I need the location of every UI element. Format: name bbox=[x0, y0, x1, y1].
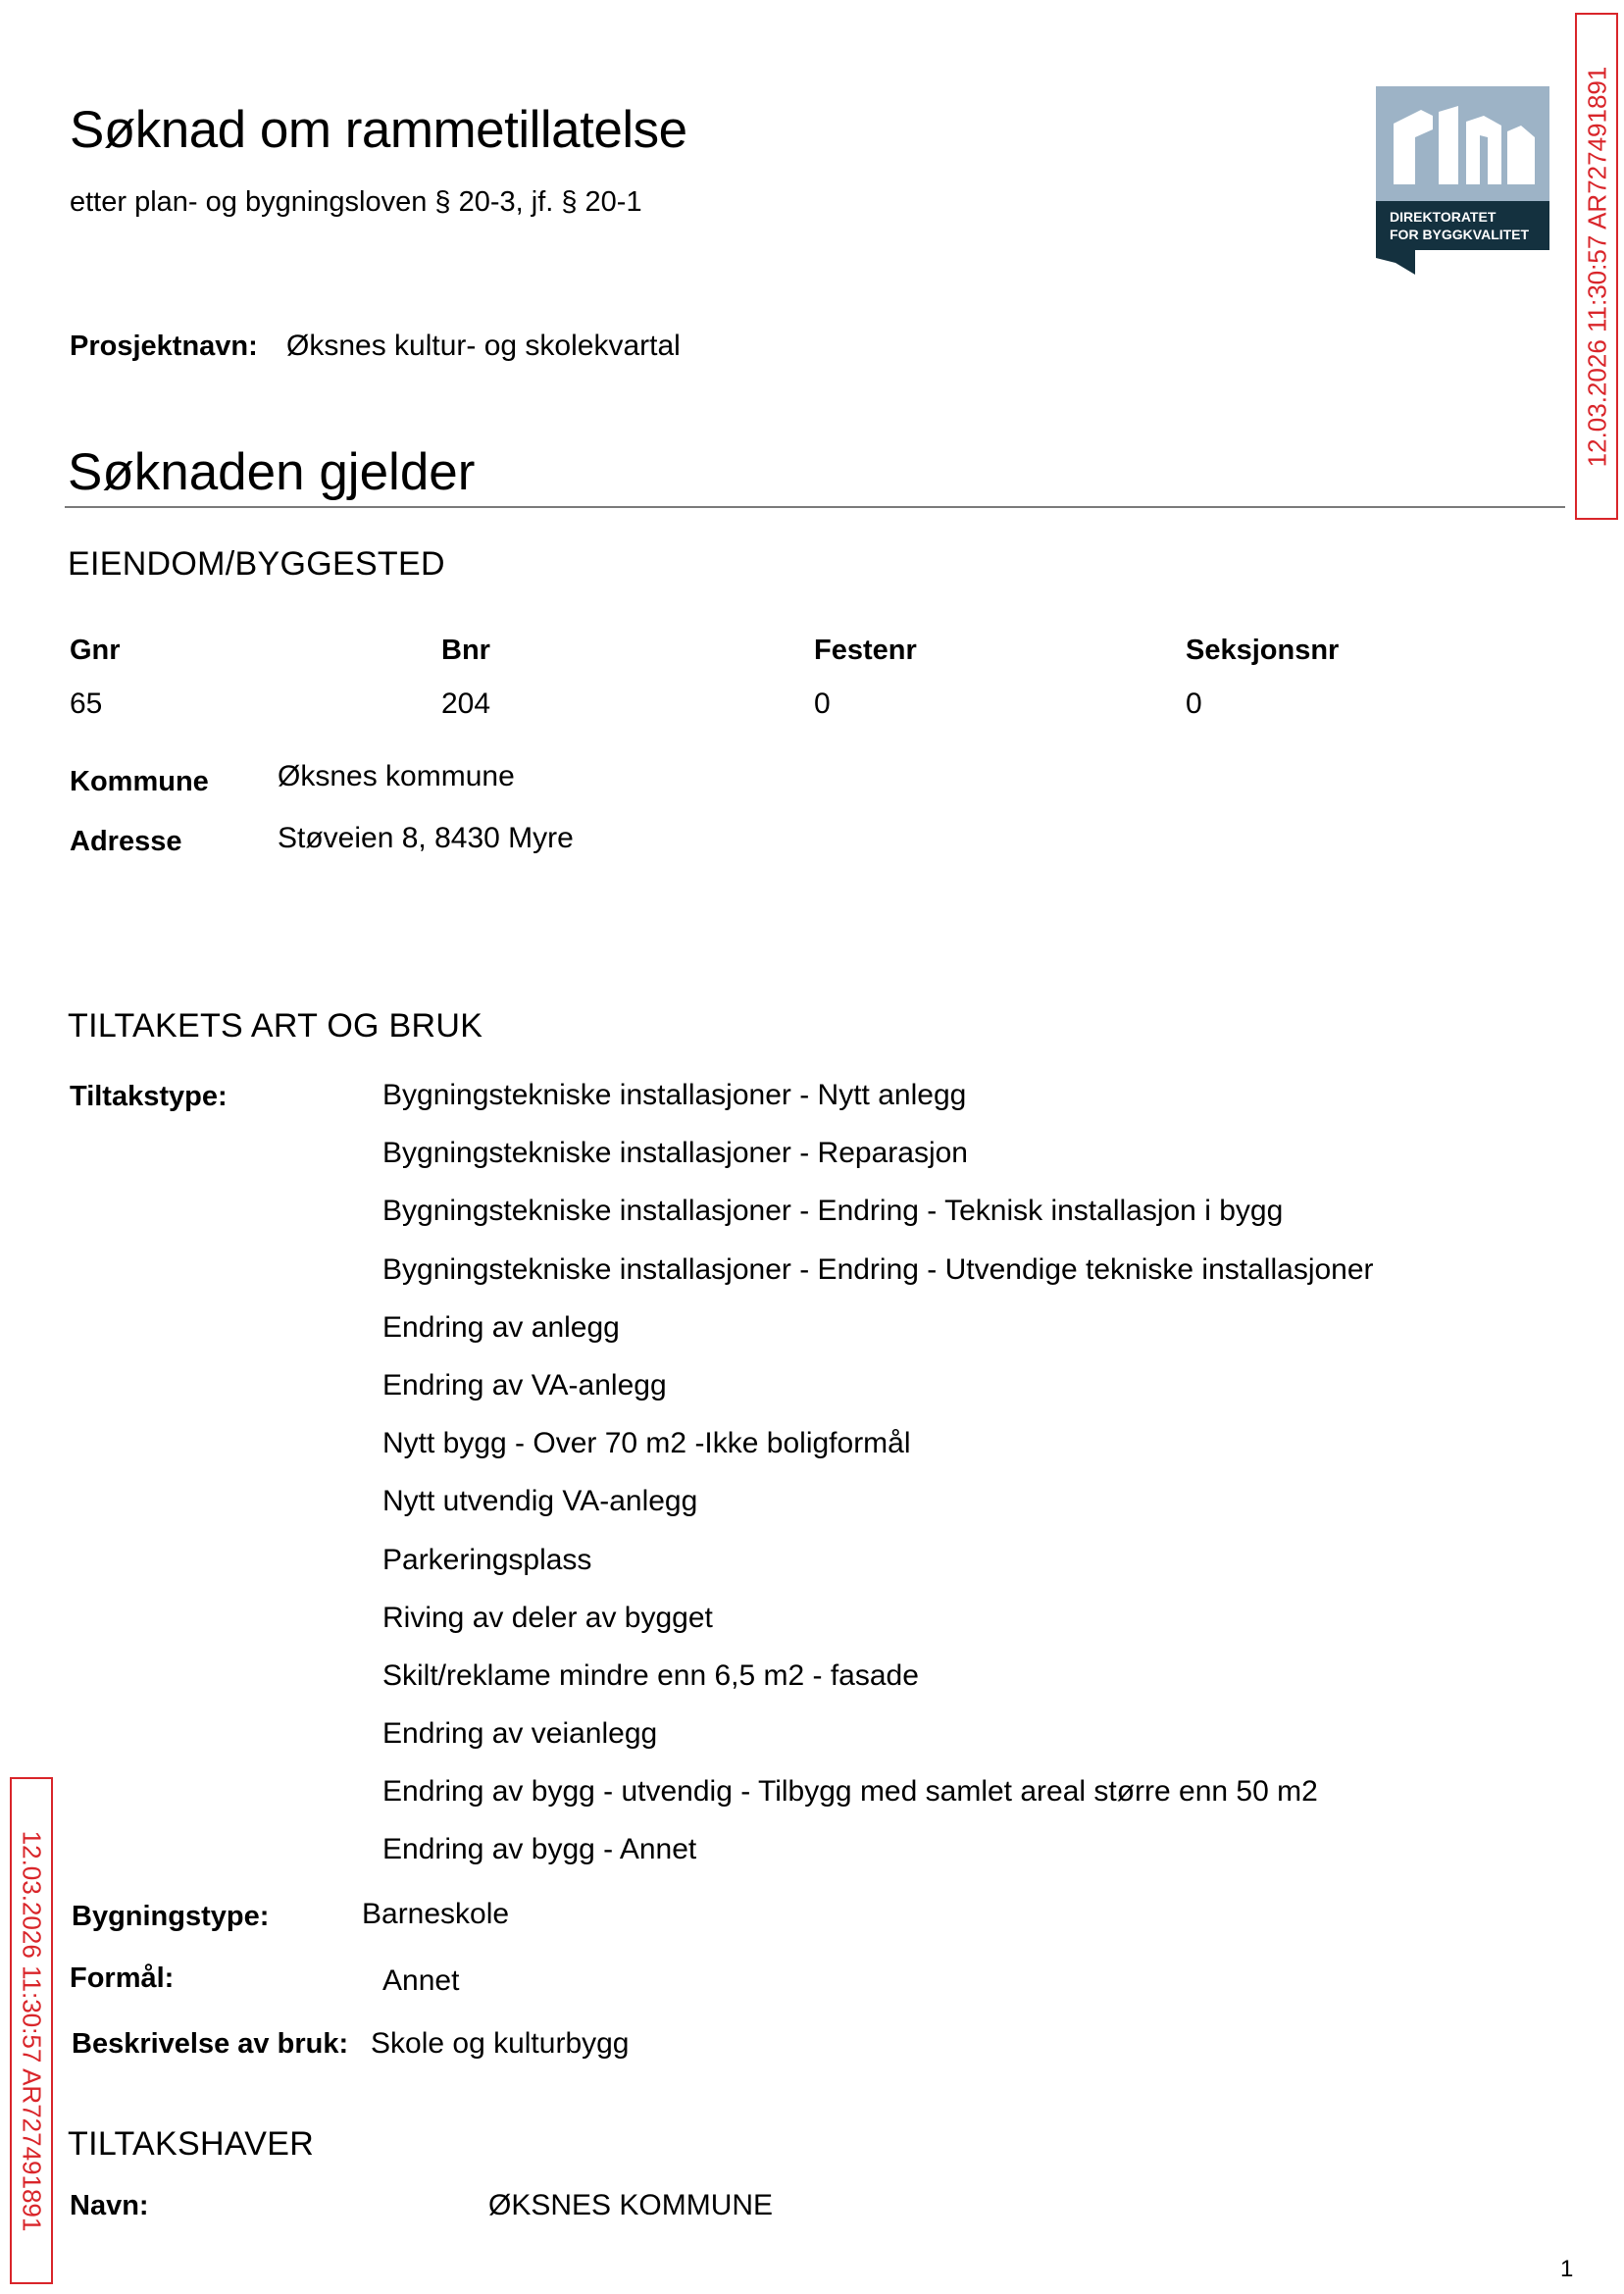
tiltakstype-item: Skilt/reklame mindre enn 6,5 m2 - fasade bbox=[382, 1658, 919, 1692]
tiltakstype-item: Bygningstekniske installasjoner - Endring - Utvendige tekniske installasjoner bbox=[382, 1252, 1374, 1286]
logo-line1: DIREKTORATET bbox=[1390, 209, 1497, 225]
stamp-text: 12.03.2026 11:30:57 AR727491891 bbox=[1582, 66, 1611, 467]
navn-value: ØKSNES KOMMUNE bbox=[488, 2189, 774, 2221]
tiltakstype-item: Bygningstekniske installasjoner - Endring - Teknisk installasjon i bygg bbox=[382, 1195, 1284, 1228]
received-stamp-top bbox=[1575, 13, 1618, 520]
received-stamp-bottom bbox=[10, 1777, 53, 2284]
festenr-header: Festenr bbox=[814, 635, 917, 666]
festenr-value: 0 bbox=[814, 688, 831, 720]
adresse-value: Støveien 8, 8430 Myre bbox=[278, 822, 574, 854]
bnr-value: 204 bbox=[441, 688, 491, 720]
document-subtitle: etter plan- og bygningsloven § 20-3, jf. § 20-1 bbox=[70, 186, 642, 218]
navn-label: Navn: bbox=[70, 2190, 149, 2221]
tiltakstype-item: Endring av bygg - Annet bbox=[382, 1833, 697, 1866]
logo-line2: FOR BYGGKVALITET bbox=[1390, 227, 1530, 242]
bygningstype-value: Barneskole bbox=[362, 1898, 510, 1930]
tiltakstype-list bbox=[382, 1076, 1374, 1889]
document-title: Søknad om rammetillatelse bbox=[70, 101, 687, 159]
gnr-value: 65 bbox=[70, 688, 103, 720]
adresse-label: Adresse bbox=[70, 826, 182, 857]
formal-label: Formål: bbox=[70, 1963, 175, 1994]
project-name-value: Øksnes kultur- og skolekvartal bbox=[286, 330, 681, 362]
building-logo-icon bbox=[1376, 86, 1549, 275]
tiltakstype-item: Parkeringsplass bbox=[382, 1543, 592, 1576]
tiltakstype-item: Endring av anlegg bbox=[382, 1310, 620, 1344]
tiltakstype-item: Endring av veianlegg bbox=[382, 1717, 658, 1751]
beskrivelse-label: Beskrivelse av bruk: bbox=[72, 2028, 349, 2060]
formal-value: Annet bbox=[382, 1964, 460, 1997]
beskrivelse-value: Skole og kulturbygg bbox=[371, 2027, 630, 2060]
eiendom-heading: EIENDOM/BYGGESTED bbox=[68, 545, 445, 583]
section-title: Søknaden gjelder bbox=[68, 443, 476, 501]
tiltakstype-item: Riving av deler av bygget bbox=[382, 1601, 713, 1634]
stamp-text: 12.03.2026 11:30:57 AR727491891 bbox=[17, 1830, 46, 2231]
dibk-logo bbox=[1376, 86, 1549, 275]
page-number: 1 bbox=[1560, 2256, 1574, 2282]
tiltakshaver-heading: TILTAKSHAVER bbox=[68, 2125, 315, 2163]
project-name-label: Prosjektnavn: bbox=[70, 331, 258, 362]
seksjonsnr-header: Seksjonsnr bbox=[1186, 635, 1340, 666]
bygningstype-label: Bygningstype: bbox=[72, 1901, 270, 1932]
kommune-label: Kommune bbox=[70, 766, 209, 797]
tiltakstype-item: Nytt utvendig VA-anlegg bbox=[382, 1485, 698, 1518]
gnr-header: Gnr bbox=[70, 635, 121, 666]
bnr-header: Bnr bbox=[441, 635, 490, 666]
kommune-value: Øksnes kommune bbox=[278, 760, 515, 792]
tiltakstype-item: Endring av bygg - utvendig - Tilbygg med samlet areal større enn 50 m2 bbox=[382, 1775, 1318, 1809]
tiltakstype-item: Bygningstekniske installasjoner - Nytt anlegg bbox=[382, 1079, 967, 1111]
tiltakstype-item: Nytt bygg - Over 70 m2 -Ikke boligformål bbox=[382, 1427, 911, 1460]
seksjonsnr-value: 0 bbox=[1186, 688, 1202, 720]
tiltakstype-label: Tiltakstype: bbox=[70, 1081, 228, 1112]
tiltakstype-item: Endring av VA-anlegg bbox=[382, 1368, 667, 1402]
tiltakstype-item: Bygningstekniske installasjoner - Reparasjon bbox=[382, 1137, 968, 1170]
section-divider bbox=[65, 506, 1565, 508]
tiltak-heading: TILTAKETS ART OG BRUK bbox=[68, 1007, 483, 1045]
